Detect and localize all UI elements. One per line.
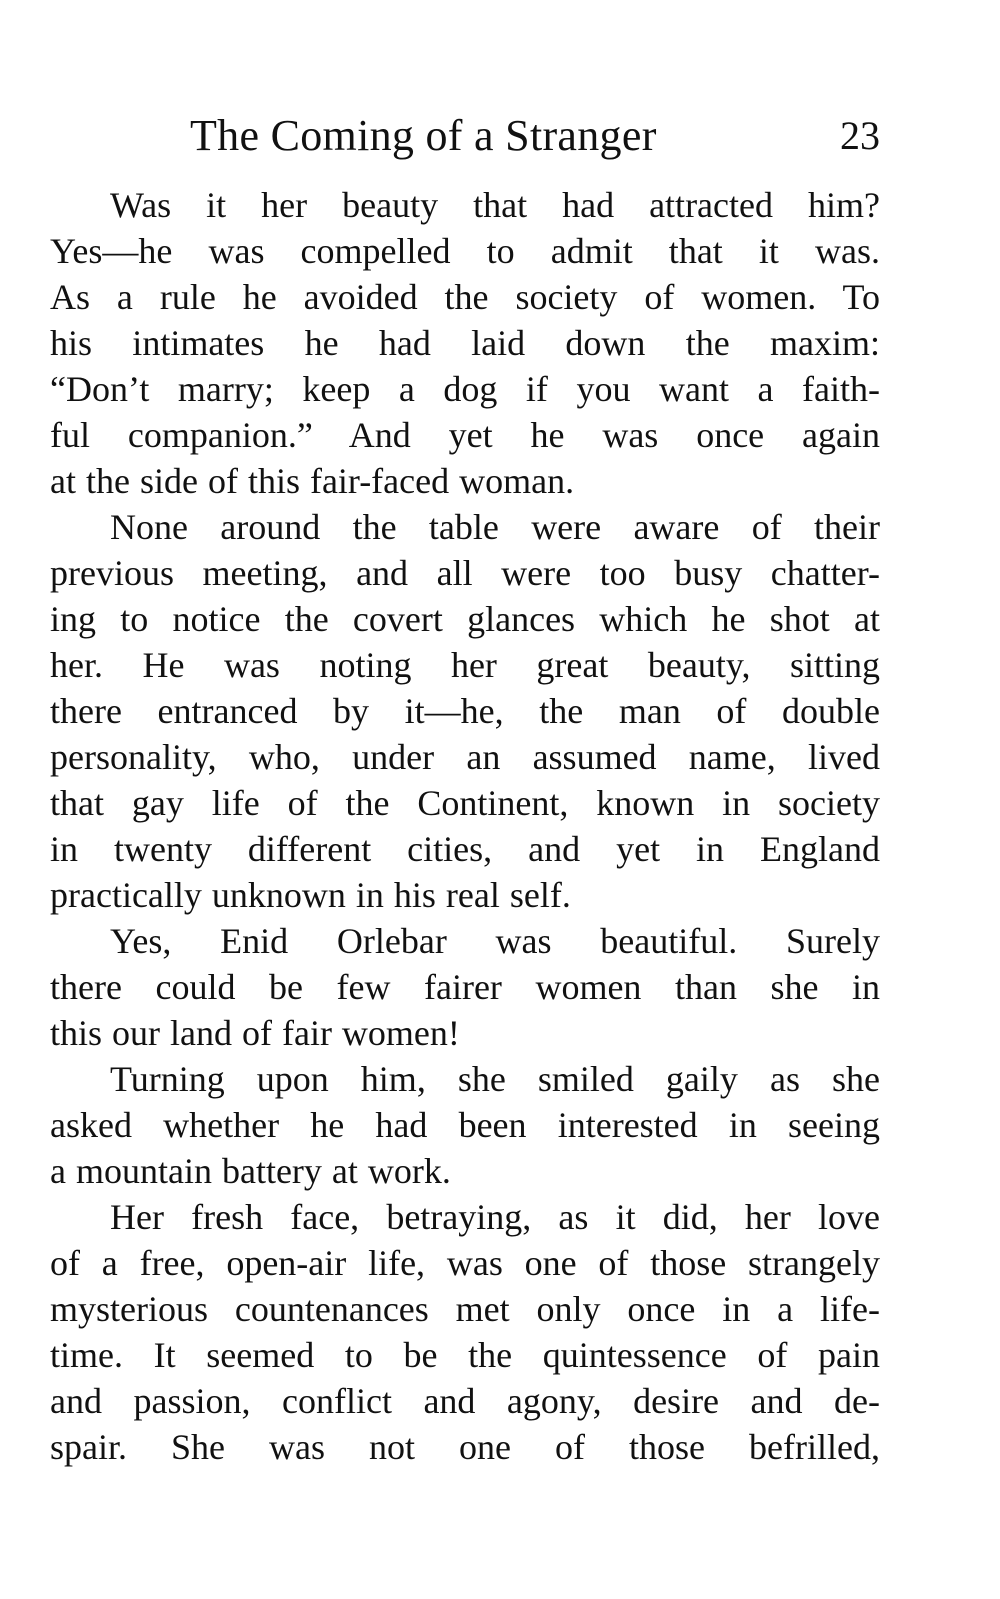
text-line: time. It seemed to be the quintessence of pain	[50, 1335, 880, 1375]
text-line: there entranced by it—he, the man of double	[50, 691, 880, 731]
text-line: mysterious countenances met only once in a life-	[50, 1289, 880, 1329]
text-line: As a rule he avoided the society of women. To	[50, 277, 880, 317]
text-line: this our land of fair women!	[50, 1013, 460, 1053]
page-number: 23	[840, 113, 880, 158]
text-line: previous meeting, and all were too busy chatter-	[50, 553, 880, 593]
text-line: “Don’t marry; keep a dog if you want a faith-	[50, 369, 880, 409]
text-line: that gay life of the Continent, known in society	[50, 783, 880, 823]
text-line: and passion, conflict and agony, desire and de-	[50, 1381, 880, 1421]
text-line: asked whether he had been interested in seeing	[50, 1105, 880, 1145]
text-line: None around the table were aware of their	[110, 507, 880, 547]
text-line: practically unknown in his real self.	[50, 875, 571, 915]
text-line: ful companion.” And yet he was once again	[50, 415, 880, 455]
text-line: ing to notice the covert glances which he shot at	[50, 599, 880, 639]
body-text	[50, 182, 880, 1470]
text-line: Her fresh face, betraying, as it did, her love	[110, 1197, 880, 1237]
text-line: Turning upon him, she smiled gaily as she	[110, 1059, 880, 1099]
text-line: there could be few fairer women than she in	[50, 967, 880, 1007]
text-line: her. He was noting her great beauty, sitting	[50, 645, 880, 685]
text-line: Yes, Enid Orlebar was beautiful. Surely	[110, 921, 880, 961]
text-line: Was it her beauty that had attracted him?	[110, 185, 880, 225]
text-line: personality, who, under an assumed name, lived	[50, 737, 880, 777]
text-line: in twenty different cities, and yet in England	[50, 829, 880, 869]
text-line: a mountain battery at work.	[50, 1151, 451, 1191]
text-line: Yes—he was compelled to admit that it was.	[50, 231, 880, 271]
text-line: his intimates he had laid down the maxim:	[50, 323, 880, 363]
text-line: of a free, open-air life, was one of those strangely	[50, 1243, 880, 1283]
running-head	[50, 108, 880, 164]
text-line: spair. She was not one of those befrilled,	[50, 1427, 880, 1467]
text-line: at the side of this fair-faced woman.	[50, 461, 575, 501]
running-title: The Coming of a Stranger	[190, 111, 657, 160]
